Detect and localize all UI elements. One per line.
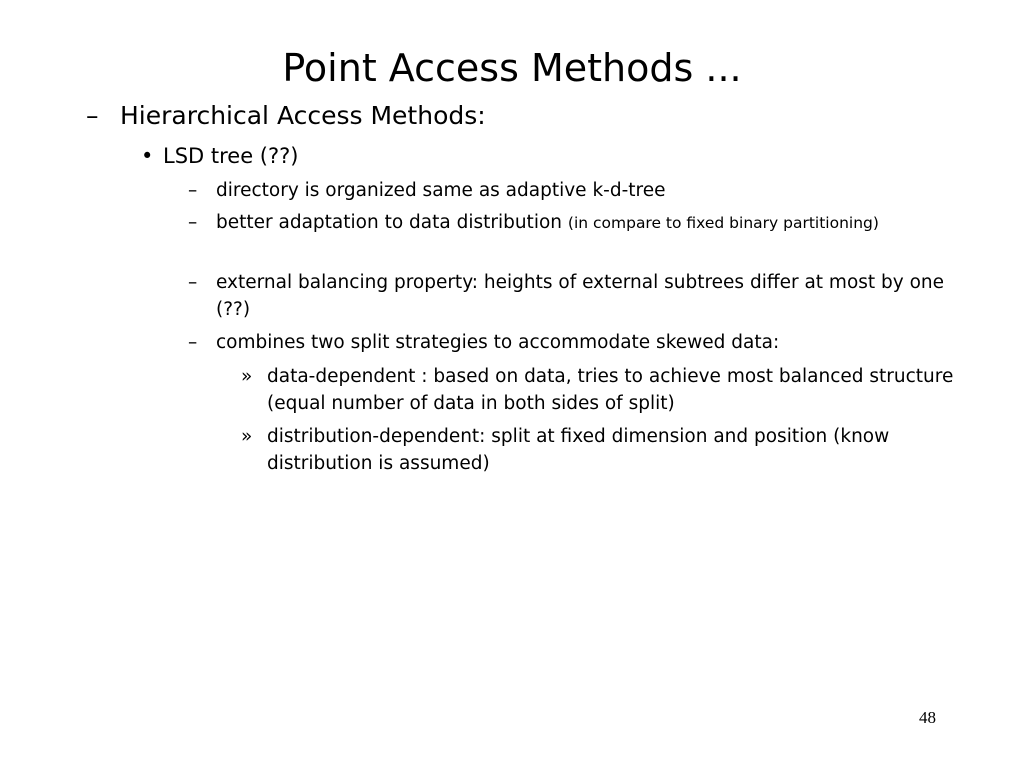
dash-bullet-marker: – xyxy=(188,180,198,201)
bullet-text: combines two split strategies to accommodate skewed data: xyxy=(216,332,780,353)
chevron-bullet-marker: » xyxy=(241,366,253,387)
bullet-level3-combines-split-strategies xyxy=(188,329,958,356)
bullet-text: directory is organized same as adaptive k-d-tree xyxy=(216,180,666,201)
bullet-level3-external-balancing xyxy=(188,269,958,323)
bullet-level3-better-adaptation xyxy=(188,209,958,237)
bullet-level2-lsd-tree xyxy=(141,142,961,170)
dash-bullet-marker: – xyxy=(188,212,198,233)
bullet-text: distribution-dependent: split at fixed dimension and position (know distribution is assumed) xyxy=(267,426,890,474)
bullet-level4-distribution-dependent xyxy=(241,423,961,477)
bullet-text: Hierarchical Access Methods: xyxy=(120,101,486,130)
bullet-note-text: (in compare to fixed binary partitioning) xyxy=(567,214,879,232)
dash-bullet-marker: – xyxy=(188,272,198,293)
bullet-text: LSD tree (??) xyxy=(163,144,299,168)
bullet-level4-data-dependent xyxy=(241,363,961,417)
chevron-bullet-marker: » xyxy=(241,426,253,447)
bullet-level3-directory-organized xyxy=(188,177,958,204)
slide-title: Point Access Methods ... xyxy=(282,46,742,90)
bullet-text xyxy=(216,209,958,237)
bullet-level1-hierarchical-access-methods xyxy=(86,101,966,131)
dot-bullet-marker: • xyxy=(141,144,154,168)
dash-bullet-marker: – xyxy=(86,101,99,130)
bullet-text: data-dependent : based on data, tries to achieve most balanced structure (equal number of data in both sides of split) xyxy=(267,366,954,414)
bullet-main-text: better adaptation to data distribution xyxy=(216,212,562,233)
dash-bullet-marker: – xyxy=(188,332,198,353)
page-number: 48 xyxy=(919,708,936,727)
bullet-text: external balancing property: heights of external subtrees differ at most by one (??) xyxy=(216,272,945,320)
